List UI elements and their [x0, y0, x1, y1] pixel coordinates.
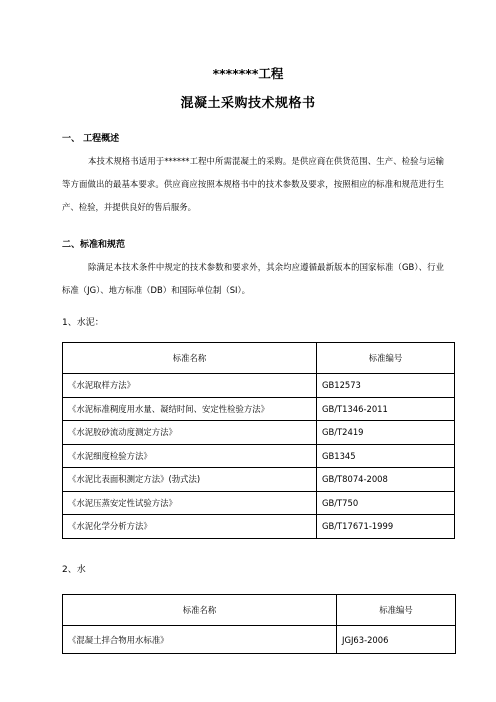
project-title: *******工程 — [212, 66, 284, 81]
header-standard-name: 标准名称 — [63, 595, 337, 626]
table-row — [63, 374, 455, 398]
standard-name-cell: 《水泥胶砂流动度测定方法》 — [63, 421, 317, 445]
water-standards-table — [62, 594, 456, 654]
standard-name-cell: 《水泥取样方法》 — [63, 374, 317, 398]
standard-code-cell: GB1345 — [317, 444, 455, 468]
table-header-row — [63, 343, 455, 374]
table-row — [63, 468, 455, 492]
document-title: 混凝土采购技术规格书 — [180, 96, 316, 111]
table-row — [63, 491, 455, 515]
header-standard-code: 标准编号 — [317, 343, 455, 374]
standard-code-cell: GB/T2419 — [317, 421, 455, 445]
standard-name-cell: 《水泥化学分析方法》 — [63, 515, 317, 539]
header-standard-name: 标准名称 — [63, 343, 317, 374]
overview-paragraph: 本技术规格书适用于******工程中所需混凝土的采购。是供应商在供货范围、生产、检验与运输等方面做出的最基本要求。供应商应按照本规格书中的技术参数及要求，按照相应的标准和规范进行生产、检验，并提供良好的售后服务。 — [62, 156, 444, 212]
standard-name-cell: 《水泥比表面积测定方法》(勃式法) — [63, 468, 317, 492]
table-row — [63, 626, 456, 654]
cement-heading: 1、水泥： — [62, 318, 104, 328]
standard-name-cell: 《水泥标准稠度用水量、凝结时间、安定性检验方法》 — [63, 397, 317, 421]
standard-name-cell: 《水泥压蒸安定性试验方法》 — [63, 491, 317, 515]
table-row — [63, 444, 455, 468]
standard-code-cell: GB/T1346-2011 — [317, 397, 455, 421]
standards-paragraph: 除满足本技术条件中规定的技术参数和要求外，其余均应遵循最新版本的国家标准（GB）、行业标准（JG）、地方标准（DB）和国际单位制（SI）。 — [62, 262, 444, 295]
water-heading: 2、水 — [62, 565, 86, 575]
standard-code-cell: JGJ63-2006 — [337, 626, 456, 654]
table-row — [63, 421, 455, 445]
standard-code-cell: GB/T8074-2008 — [317, 468, 455, 492]
standard-code-cell: GB/T750 — [317, 491, 455, 515]
standard-code-cell: GB/T17671-1999 — [317, 515, 455, 539]
header-standard-code: 标准编号 — [337, 595, 456, 626]
standard-name-cell: 《混凝土拌合物用水标准》 — [63, 626, 337, 654]
standard-name-cell: 《水泥细度检验方法》 — [63, 444, 317, 468]
standard-code-cell: GB12573 — [317, 374, 455, 398]
table-header-row — [63, 595, 456, 626]
cement-standards-table — [62, 342, 455, 539]
table-row — [63, 515, 455, 539]
table-row — [63, 397, 455, 421]
section-heading-standards: 二、标准和规范 — [62, 240, 126, 250]
section-heading-overview: 一、 工程概述 — [62, 134, 120, 144]
